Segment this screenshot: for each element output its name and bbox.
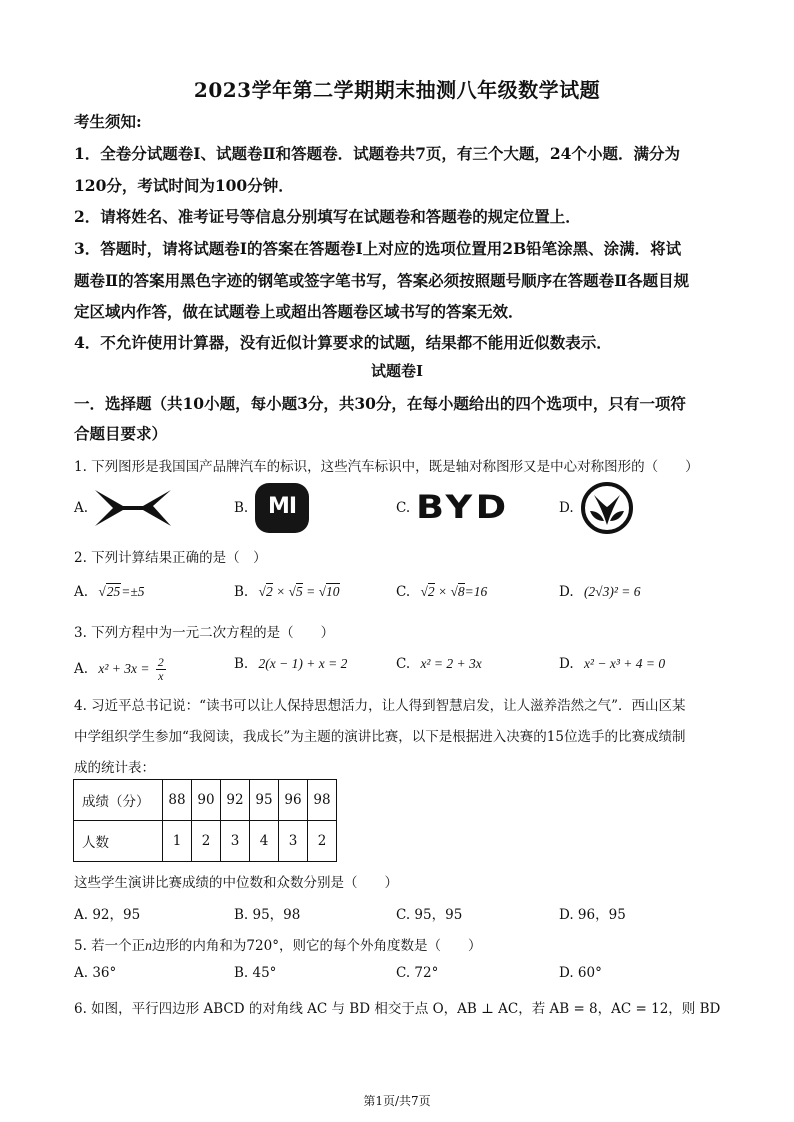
q1-option-a-label: A.: [74, 500, 89, 516]
question-5-stem: [74, 934, 481, 954]
q2-option-b: B. √2 × √5 = √10: [234, 584, 340, 600]
q5-stem-n: n: [145, 938, 152, 953]
q1-option-d-label: D.: [559, 500, 574, 516]
table-header-count: 人数: [74, 821, 163, 862]
table-header-score: 成绩（分）: [74, 780, 163, 821]
q3-option-a: [74, 656, 166, 683]
q5-stem-b: 边形的内角和为720°，则它的每个外角度数是（ ）: [151, 938, 482, 954]
q2-b-r2: 5: [295, 584, 303, 599]
question-6-stem: 6. 如图，平行四边形 ABCD 的对角线 AC 与 BD 相交于点 O，AB ⊥ AC，若 AB = 8，AC = 12，则 BD: [74, 1001, 721, 1017]
xiaomi-logo-icon: [255, 483, 309, 533]
q3-option-b: [234, 656, 347, 672]
q4-option-b: B. 95，98: [234, 907, 301, 923]
q3-option-a-label: A.: [74, 661, 89, 677]
q2-a-rest: =±5: [121, 584, 145, 599]
table-cell: 4: [250, 821, 279, 862]
q2-c-r1: 2: [427, 584, 435, 599]
table-cell: 96: [279, 780, 308, 821]
q5-option-d: D. 60°: [559, 965, 602, 981]
q1-option-b-label: B.: [234, 500, 249, 516]
table-cell: 92: [221, 780, 250, 821]
q2-b-r1: 2: [265, 584, 273, 599]
q3-option-d: [559, 656, 665, 672]
table-cell: 3: [221, 821, 250, 862]
q2-d-expr: (2√3)² = 6: [583, 584, 641, 599]
xpeng-logo-icon: [93, 488, 173, 528]
table-cell: 1: [163, 821, 192, 862]
question-2-stem: 2. 下列计算结果正确的是（ ）: [74, 550, 267, 566]
question-4-line-2: 中学组织学生参加“我阅读，我成长”为主题的演讲比赛，以下是根据进入决赛的15位选手的比赛成绩制: [74, 729, 686, 745]
q3-b-expr: 2(x − 1) + x = 2: [258, 656, 348, 671]
q3-a-numerator: 2: [157, 655, 164, 669]
q3-option-d-label: D.: [559, 656, 574, 672]
score-table: [73, 779, 337, 862]
q2-option-d-label: D.: [559, 584, 574, 600]
q3-d-expr: x² − x³ + 4 = 0: [583, 656, 666, 671]
q2-option-a: A. √25=±5: [74, 584, 145, 600]
q3-option-b-label: B.: [234, 656, 249, 672]
question-1-stem: 1. 下列图形是我国国产品牌汽车的标识，这些汽车标识中，既是轴对称图形又是中心对称图形的（ ）: [74, 459, 699, 475]
q5-option-b: B. 45°: [234, 965, 277, 981]
page-title: 2023学年第二学期期末抽测八年级数学试题: [193, 78, 601, 102]
q3-option-c-label: C.: [396, 656, 411, 672]
section-title: 试题卷Ⅰ: [370, 362, 424, 380]
q3-option-c: [396, 656, 482, 672]
q5-option-c: C. 72°: [396, 965, 439, 981]
question-4-line-1: 4. 习近平总书记说：“读书可以让人保持思想活力，让人得到智慧启发，让人滋养浩然之气”．西山区某: [74, 698, 686, 714]
q2-option-c: C. √2 × √8=16: [396, 584, 488, 600]
q3-a-expr: x² + 3x =: [98, 661, 150, 676]
question-4-line-3: 成的统计表：: [74, 760, 155, 776]
question-4-question: 这些学生演讲比赛成绩的中位数和众数分别是（ ）: [74, 875, 398, 891]
q4-option-d: D. 96，95: [559, 907, 626, 923]
notice-item-2: 2．请将姓名、准考证号等信息分别填写在试题卷和答题卷的规定位置上．: [74, 207, 581, 226]
q2-b-r3: 10: [326, 584, 340, 599]
table-cell: 90: [192, 780, 221, 821]
xiaomi-logo-text: MI: [267, 494, 297, 519]
notice-item-1-line-2: 120分，考试时间为100分钟．: [74, 176, 294, 195]
table-cell: 88: [163, 780, 192, 821]
notice-item-1-line-1: 1．全卷分试题卷Ⅰ、试题卷Ⅱ和答题卷．试题卷共7页，有三个大题，24个小题．满分为: [74, 144, 680, 163]
table-cell: 2: [308, 821, 337, 862]
q5-stem-a: 5. 若一个正: [74, 938, 146, 954]
table-cell: 98: [308, 780, 337, 821]
q2-option-a-label: A.: [74, 584, 89, 600]
q2-option-c-label: C.: [396, 584, 411, 600]
q4-option-a: A. 92，95: [74, 907, 141, 923]
table-cell: 3: [279, 821, 308, 862]
table-row: [74, 780, 337, 821]
notice-item-4: 4．不允许使用计算器，没有近似计算要求的试题，结果都不能用近似数表示．: [74, 333, 612, 352]
question-3-stem: 3. 下列方程中为一元二次方程的是（ ）: [74, 625, 335, 641]
q2-c-rest: =16: [464, 584, 488, 599]
dongfeng-logo-icon: [580, 481, 634, 535]
part1-instructions-line-1: 一．选择题（共10小题，每小题3分，共30分，在每小题给出的四个选项中，只有一项符: [74, 394, 686, 413]
notice-item-3-line-1: 3．答题时，请将试题卷Ⅰ的答案在答题卷Ⅰ上对应的选项位置用2B铅笔涂黑、涂满．将试: [74, 239, 682, 258]
notice-heading: 考生须知:: [74, 112, 142, 131]
table-row: [74, 821, 337, 862]
byd-logo-icon: BYD: [416, 488, 510, 526]
page-footer: 第1页/共7页: [363, 1094, 431, 1108]
q2-option-d: [559, 584, 641, 600]
q1-option-c-label: C.: [396, 500, 411, 516]
table-cell: 95: [250, 780, 279, 821]
q2-option-b-label: B.: [234, 584, 249, 600]
notice-item-3-line-3: 定区域内作答，做在试题卷上或超出答题卷区域书写的答案无效．: [74, 302, 524, 321]
q2-c-r2: 8: [457, 584, 465, 599]
q3-a-denominator: x: [158, 669, 164, 683]
q5-option-a: A. 36°: [74, 965, 117, 981]
table-cell: 2: [192, 821, 221, 862]
part1-instructions-line-2: 合题目要求）: [74, 424, 168, 443]
notice-item-3-line-2: 题卷Ⅱ的答案用黑色字迹的钢笔或签字笔书写，答案必须按照题号顺序在答题卷Ⅱ各题目规: [74, 271, 690, 290]
q3-c-expr: x² = 2 + 3x: [420, 656, 482, 671]
q4-option-c: C. 95，95: [396, 907, 463, 923]
q3-a-fraction: [156, 656, 166, 683]
q2-a-radicand: 25: [106, 584, 121, 599]
